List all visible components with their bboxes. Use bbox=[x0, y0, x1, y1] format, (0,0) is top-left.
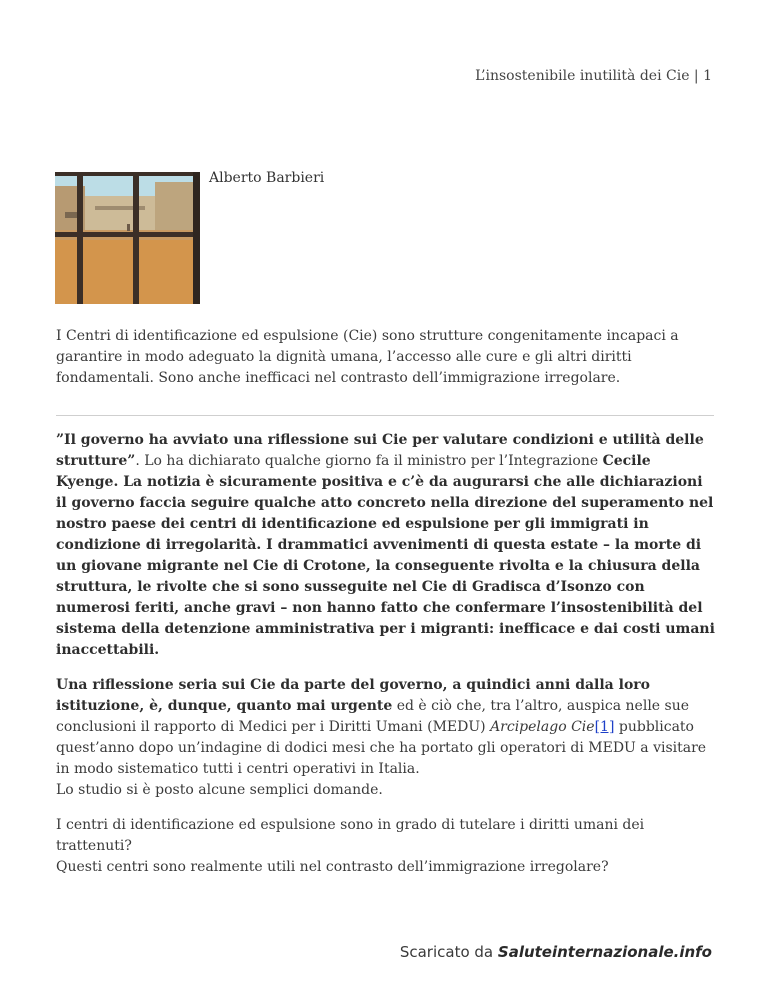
paragraph-1 bbox=[56, 430, 716, 661]
section-divider bbox=[56, 415, 714, 416]
p2-text: ed è ciò che, tra l’altro, auspica nelle sue conclusioni il rapporto di Medici per i Diritti Umani (MEDU) bbox=[56, 698, 690, 735]
footer-site: Saluteinternazionale.info bbox=[497, 943, 712, 961]
p2-text-3: Lo studio si è posto alcune semplici domande. bbox=[56, 782, 383, 798]
question-2: Questi centri sono realmente utili nel contrasto dell’immigrazione irregolare? bbox=[56, 859, 609, 875]
author-name: Alberto Barbieri bbox=[209, 170, 325, 186]
p2-text-2: pubblicato quest’anno dopo un’indagine di dodici mesi che ha portato gli operatori di MEDU a visitare in modo sistematico tutti i centri operativi in Italia. bbox=[56, 719, 707, 777]
article-body bbox=[56, 326, 716, 892]
paragraph-2 bbox=[56, 675, 716, 801]
running-header: L’insostenibile inutilità dei Cie | 1 bbox=[475, 68, 712, 84]
quote-bold: ”Il governo ha avviato una riflessione sui Cie per valutare condizioni e utilità delle strutture” bbox=[56, 432, 704, 469]
report-title: Arcipelago Cie bbox=[490, 719, 595, 735]
p2-bold: Una riflessione seria sui Cie da parte del governo, a quindici anni dalla loro istituzione, è, dunque, quanto mai urgente bbox=[56, 677, 651, 714]
footer-prefix: Scaricato da bbox=[399, 943, 498, 961]
intro-paragraph: I Centri di identificazione ed espulsione (Cie) sono strutture congenitamente incapaci a garantire in modo adeguato la dignità umana, l’accesso alle cure e gli altri diritti fondamentali. Sono anche inefficaci nel contrasto dell’immigrazione irregolare. bbox=[56, 328, 679, 386]
article-photo bbox=[55, 172, 200, 304]
p1-text: . Lo ha dichiarato qualche giorno fa il ministro per l’Integrazione bbox=[135, 453, 603, 469]
download-footer bbox=[400, 943, 712, 961]
paragraph-3 bbox=[56, 815, 716, 878]
minister-name: Cecile Kyenge bbox=[56, 453, 651, 490]
footnote-link[interactable]: [1] bbox=[594, 719, 615, 735]
question-1: I centri di identificazione ed espulsione sono in grado di tutelare i diritti umani dei trattenuti? bbox=[56, 817, 645, 854]
p1-rest-bold: . La notizia è sicuramente positiva e c’è da augurarsi che alle dichiarazioni il governo faccia seguire qualche atto concreto nella direzione del superamento nel nostro paese dei centri di identificazione ed espulsione per gli immigrati in condizione di irregolarità. I drammatici avvenimenti di questa estate – la morte di un giovane migrante nel Cie di Crotone, la conseguente rivolta e la chiusura della struttura, le rivolte che si sono susseguite nel Cie di Gradisca d’Isonzo con numerosi feriti, anche gravi – non hanno fatto che confermare l’insostenibilità del sistema della detenzione amministrativa per i migranti: inefficace e dai costi umani inaccettabili. bbox=[56, 474, 715, 658]
